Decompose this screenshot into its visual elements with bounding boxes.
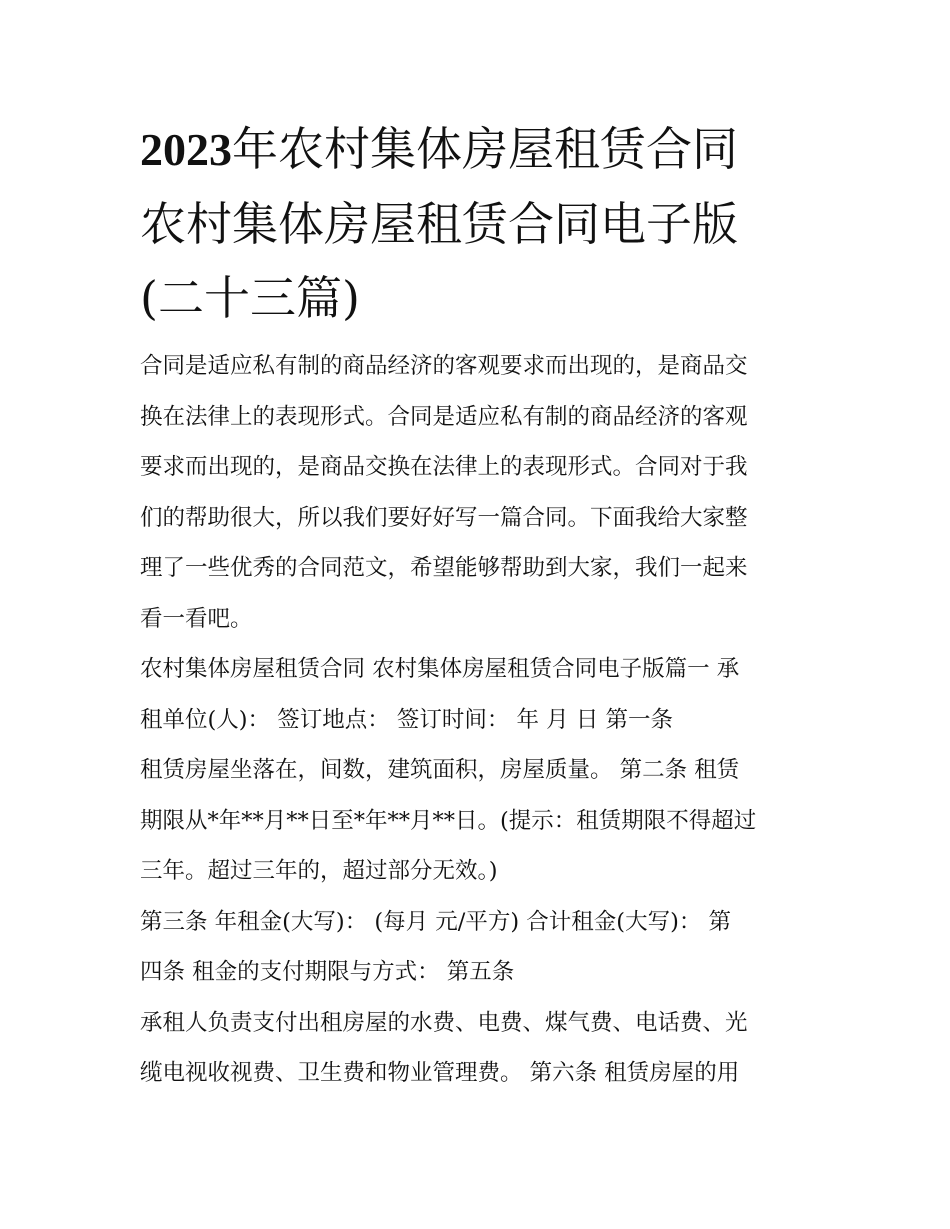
paragraph-line: 农村集体房屋租赁合同 农村集体房屋租赁合同电子版篇一 承 — [140, 656, 740, 682]
paragraph-articles-1-2 — [140, 745, 812, 897]
paragraph-line: 要求而出现的，是商品交换在法律上的表现形式。合同对于我 — [140, 454, 748, 480]
paragraph-articles-3-4 — [140, 897, 812, 998]
title-line-1 — [140, 112, 812, 187]
document-title — [140, 112, 812, 335]
title-line-2: 农村集体房屋租赁合同电子版 — [140, 197, 738, 251]
paragraph-line: 租赁房屋坐落在，间数，建筑面积，房屋质量。 第二条 租赁 — [140, 757, 740, 783]
paragraph-line: 换在法律上的表现形式。合同是适应私有制的商品经济的客观 — [140, 403, 748, 430]
title-line-1-text: 年农村集体房屋租赁合同 — [232, 122, 738, 176]
paragraph-line: 看一看吧。 — [140, 605, 253, 632]
paragraph-line: 租单位(人)： 签订地点： 签订时间： 年 月 日 第一条 — [140, 706, 673, 733]
paragraph-line: 四条 租金的支付期限与方式： 第五条 — [140, 959, 515, 985]
paragraph-line: 们的帮助很大，所以我们要好好写一篇合同。下面我给大家整 — [140, 504, 748, 531]
document-body — [140, 112, 812, 1099]
paragraph-contract-header — [140, 644, 812, 745]
paragraph-intro — [140, 341, 812, 644]
paragraph-line: 第三条 年租金(大写)： (每月 元/平方) 合计租金(大写)： 第 — [140, 908, 732, 935]
title-line-3: (二十三篇) — [140, 271, 360, 325]
title-year: 2023 — [140, 124, 232, 175]
paragraph-line: 缆电视收视费、卫生费和物业管理费。 第六条 租赁房屋的用 — [140, 1060, 740, 1086]
paragraph-line: 三年。超过三年的，超过部分无效。) — [140, 858, 498, 884]
paragraph-line: 理了一些优秀的合同范文，希望能够帮助到大家，我们一起来 — [140, 555, 748, 581]
paragraph-line: 期限从*年**月**日至*年**月**日。(提示：租赁期限不得超过 — [140, 807, 757, 834]
paragraph-line: 合同是适应私有制的商品经济的客观要求而出现的，是商品交 — [140, 353, 748, 379]
paragraph-line: 承租人负责支付出租房屋的水费、电费、煤气费、电话费、光 — [140, 1009, 748, 1036]
paragraph-articles-5-6 — [140, 998, 812, 1099]
